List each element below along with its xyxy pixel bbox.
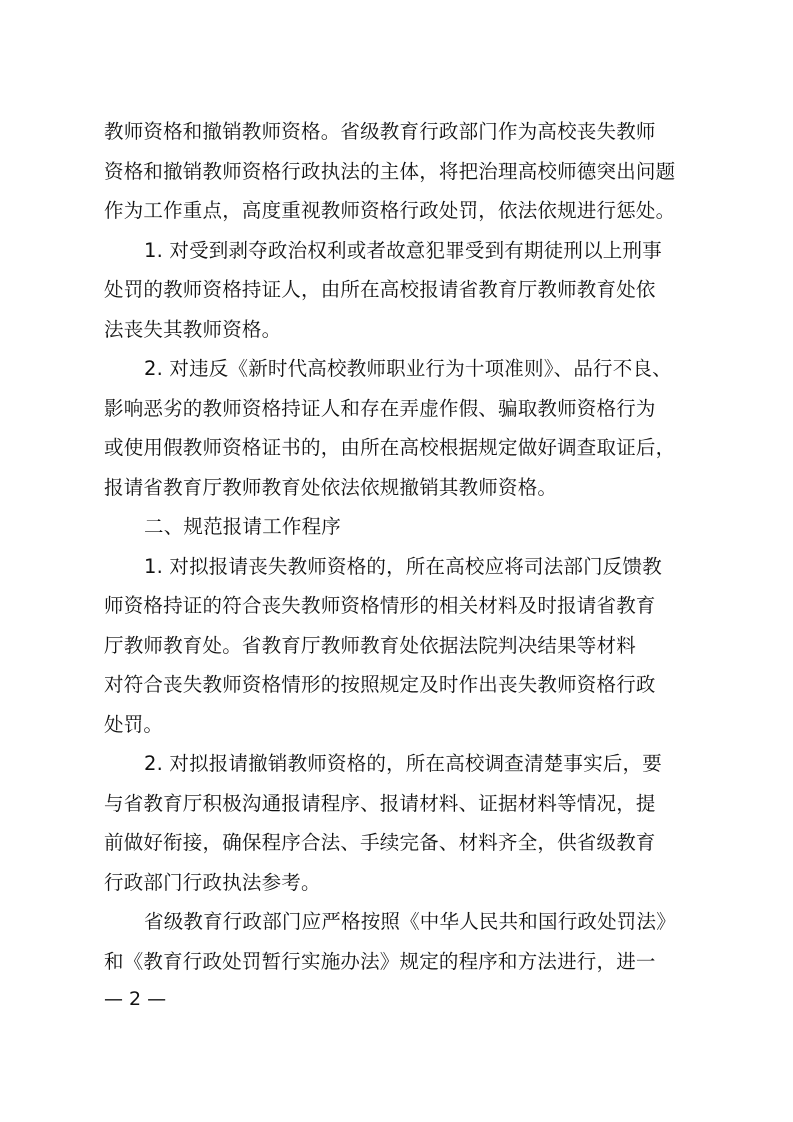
text-line: 前做好衔接，确保程序合法、手续完备、材料齐全，供省级教育 bbox=[104, 831, 656, 854]
text-line: 报请省教育厅教师教育处依法依规撤销其教师资格。 bbox=[104, 475, 558, 499]
text-line: 作为工作重点，高度重视教师资格行政处罚，依法依规进行惩处。 bbox=[104, 199, 676, 222]
text-line: 二、规范报请工作程序 bbox=[144, 515, 342, 538]
text-line: 2. 对拟报请撤销教师资格的，所在高校调查清楚事实后，要 bbox=[144, 752, 662, 775]
text-line: 处罚。 bbox=[104, 712, 164, 736]
text-line: 资格和撤销教师资格行政执法的主体，将把治理高校师德突出问题 bbox=[104, 159, 676, 183]
text-line: 行政部门行政执法参考。 bbox=[104, 870, 321, 894]
text-line: 厅教师教育处。省教育厅教师教育处依据法院判决结果等材料 bbox=[104, 633, 636, 657]
text-line: 2. 对违反《新时代高校教师职业行为十项准则》、品行不良、 bbox=[144, 357, 672, 380]
text-line: 法丧失其教师资格。 bbox=[104, 317, 282, 341]
page-number: — 2 — bbox=[104, 988, 167, 1010]
text-line: 处罚的教师资格持证人，由所在高校报请省教育厅教师教育处依 bbox=[104, 278, 656, 301]
text-line: 省级教育行政部门应严格按照《中华人民共和国行政处罚法》 bbox=[144, 910, 676, 933]
text-line: 对符合丧失教师资格情形的按照规定及时作出丧失教师资格行政 bbox=[104, 673, 656, 696]
text-line: 或使用假教师资格证书的，由所在高校根据规定做好调查取证后， bbox=[104, 436, 676, 459]
document-body bbox=[104, 112, 714, 981]
text-line: 师资格持证的符合丧失教师资格情形的相关材料及时报请省教育 bbox=[104, 594, 656, 617]
text-line: 影响恶劣的教师资格持证人和存在弄虚作假、骗取教师资格行为 bbox=[104, 396, 656, 420]
text-line: 1. 对受到剥夺政治权利或者故意犯罪受到有期徒刑以上刑事 bbox=[144, 238, 662, 262]
text-line: 与省教育厅积极沟通报请程序、报请材料、证据材料等情况，提 bbox=[104, 791, 656, 815]
text-line: 教师资格和撤销教师资格。省级教育行政部门作为高校丧失教师 bbox=[104, 120, 656, 143]
text-line: 1. 对拟报请丧失教师资格的，所在高校应将司法部门反馈教 bbox=[144, 554, 662, 578]
text-line: 和《教育行政处罚暂行实施办法》规定的程序和方法进行，进一 bbox=[104, 949, 656, 973]
